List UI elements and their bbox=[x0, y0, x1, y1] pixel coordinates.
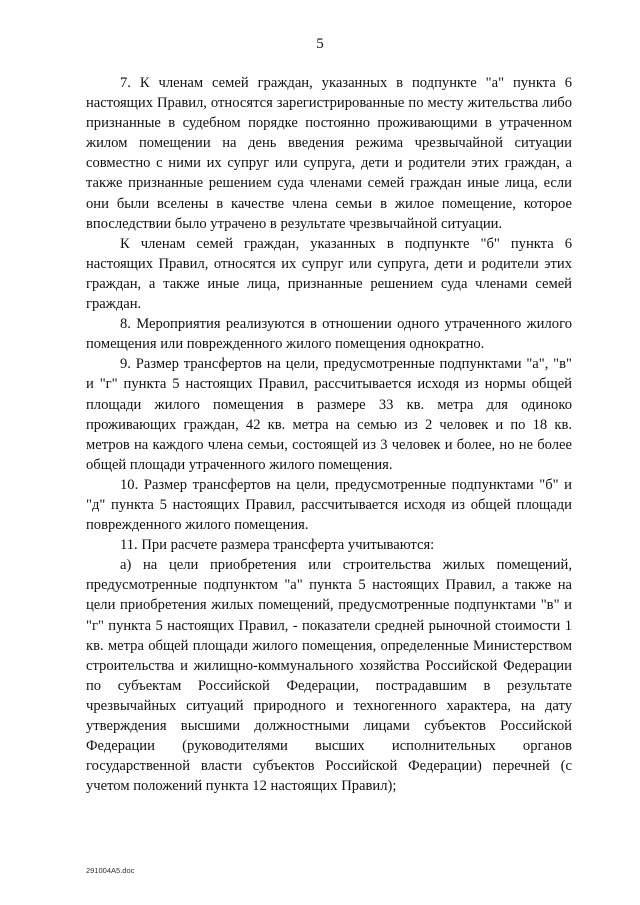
paragraph-11-a: а) на цели приобретения или строительства жилых помещений, предусмотренные подпунктом "а" пункта 5 настоящих Правил, а также на цели приобретения жилых помещений, предусмотренные подпунктами "в" и "г" пункта 5 настоящих Правил, - показатели средней рыночной стоимости 1 кв. метра общей площади жилого помещения, определенные Министерством строительства и жилищно-коммунального хозяйства Российской Федерации по субъектам Российской Федерации, пострадавшим в результате чрезвычайных ситуаций природного и техногенного характера, на дату утверждения высшими должностными лицами субъектов Российской Федерации (руководителями высших исполнительных органов государственной власти субъектов Российской Федерации) перечней (с учетом положений пункта 12 настоящих Правил); bbox=[86, 557, 572, 795]
paragraph-8: 8. Мероприятия реализуются в отношении одного утраченного жилого помещения или поврежденного жилого помещения однократно. bbox=[86, 316, 572, 353]
paragraph-11: 11. При расчете размера трансферта учитываются: bbox=[120, 537, 435, 554]
document-body bbox=[86, 73, 572, 796]
paragraph-10: 10. Размер трансфертов на цели, предусмотренные подпунктами "б" и "д" пункта 5 настоящих Правил, рассчитывается исходя из общей площади поврежденного жилого помещения. bbox=[86, 476, 572, 534]
paragraph-9: 9. Размер трансфертов на цели, предусмотренные подпунктами "а", "в" и "г" пункта 5 настоящих Правил, рассчитывается исходя из нормы общей площади жилого помещения в размере 33 кв. метра для одиноко проживающих граждан, 42 кв. метра на семью из 2 человек и по 18 кв. метров на каждого члена семьи, состоящей из 3 человек и более, но не более общей площади утраченного жилого помещения. bbox=[86, 356, 572, 473]
paragraph-7: 7. К членам семей граждан, указанных в подпункте "а" пункта 6 настоящих Правил, относятся зарегистрированные по месту жительства либо признанные в судебном порядке постоянно проживающими в утраченном жилом помещении на день введения режима чрезвычайной ситуации совместно с ними их супруг или супруга, дети и родители этих граждан, а также признанные решением суда членами семей граждан иные лица, если они были вселены в качестве члена семьи в жилое помещение, которое впоследствии было утрачено в результате чрезвычайной ситуации. bbox=[86, 75, 572, 232]
page-number: 5 bbox=[316, 36, 324, 52]
paragraph-7-continued: К членам семей граждан, указанных в подпункте "б" пункта 6 настоящих Правил, относятся их супруг или супруга, дети и родители этих граждан, а также иные лица, признанные решением суда членами семей граждан. bbox=[86, 235, 572, 313]
file-name-footer: 291004A5.doc bbox=[86, 866, 135, 875]
